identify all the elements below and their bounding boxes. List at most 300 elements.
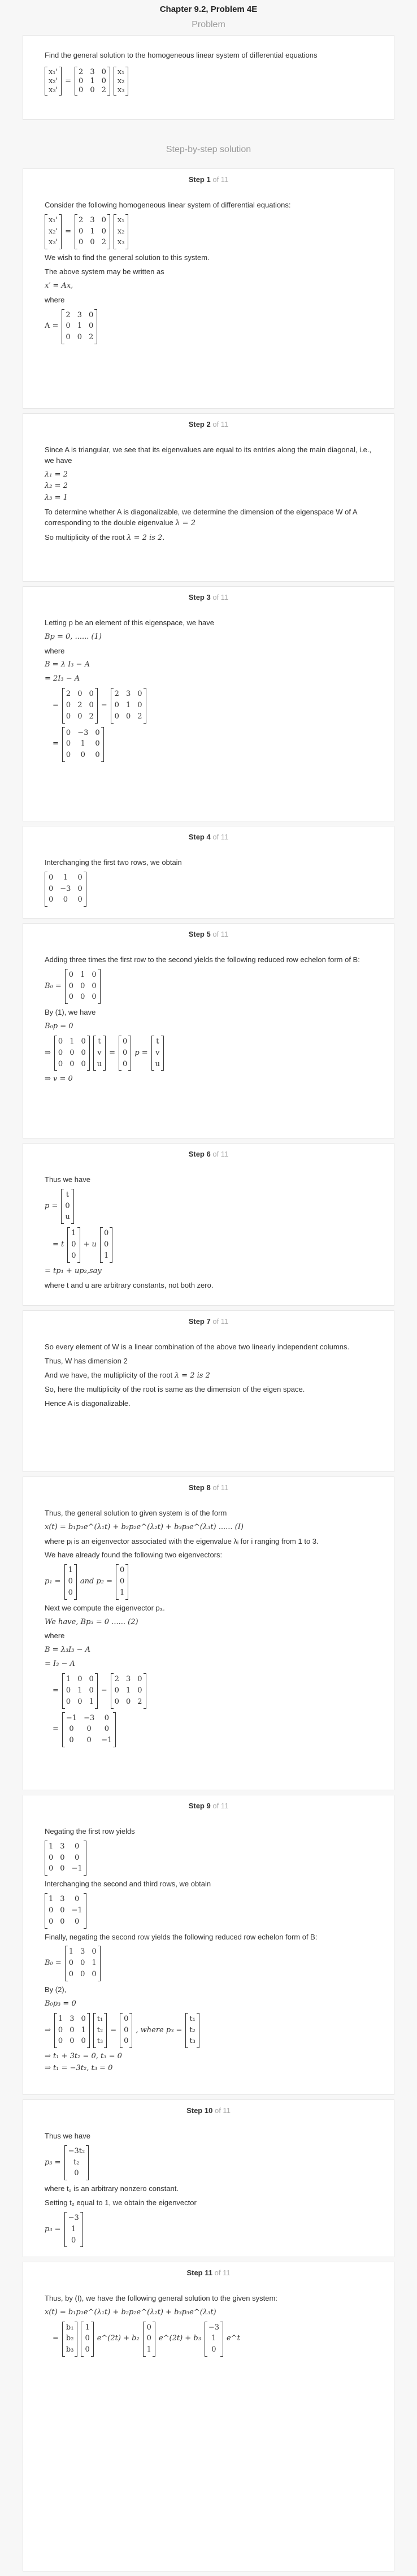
matrix-entry: 2 [66, 310, 71, 319]
matrix-entry: 0 [92, 1947, 97, 1956]
matrix-entry: 0 [74, 2169, 79, 2178]
matrix-entry: 2 [137, 1697, 142, 1706]
matrix-x [114, 214, 129, 250]
vector-e3 [100, 1227, 112, 1263]
step-text: Consider the following homogeneous linear system of differential equations: [45, 200, 291, 209]
matrix-entry: x₂ [117, 227, 125, 236]
matrix-xprime [45, 67, 62, 96]
matrix-entry: 0 [58, 1048, 63, 1057]
matrix-entry: 0 [77, 1697, 82, 1706]
matrix-entry: 0 [68, 1577, 73, 1586]
matrix-entry: 0 [69, 1725, 74, 1734]
matrix-entry: 0 [103, 1240, 109, 1249]
b-computation-2: = 1 0 0 0 1 0 0 0 1 − 2 3 0 0 1 0 0 0 2 [53, 1673, 372, 1709]
step-header: Step 6 of 11 [188, 1150, 229, 1158]
matrix-a [111, 1673, 146, 1709]
matrix-entry: 0 [80, 751, 85, 760]
step-header: Step 2 of 11 [188, 420, 229, 428]
matrix-entry: 0 [114, 1697, 119, 1706]
matrix-entry: 0 [66, 1686, 71, 1695]
matrix-entry: 3 [90, 215, 95, 224]
matrix-entry: 0 [92, 993, 97, 1002]
vector-p3 [205, 2322, 223, 2357]
matrix-entry: t [156, 1037, 159, 1046]
matrix-entry: x₁ [117, 68, 125, 76]
p-vector: p = t 0 u [45, 1189, 372, 1224]
step-text: So multiplicity of the root λ = 2 is 2. [45, 532, 165, 542]
step-text: Interchanging the first two rows, we obtain [45, 858, 182, 867]
step-header: Step 1 of 11 [188, 175, 229, 184]
matrix-a [75, 67, 110, 96]
matrix-entry: 3 [90, 68, 95, 76]
step-text: Thus, by (I), we have the following general solution to the given system: [45, 2293, 277, 2302]
matrix-entry: 0 [77, 895, 82, 904]
matrix-entry: 1 [90, 227, 95, 236]
matrix-entry: 0 [70, 1059, 75, 1068]
matrix-entry: −1 [71, 1864, 82, 1873]
step-header: Step 10 of 11 [186, 2106, 231, 2115]
math-label: A = [45, 322, 59, 331]
vector-p2 [143, 2322, 155, 2357]
matrix-entry: x₂' [49, 77, 58, 85]
matrix-entry: 2 [137, 712, 142, 721]
matrix-swapped [45, 872, 86, 907]
matrix-a [111, 688, 146, 724]
step-11 [23, 2262, 394, 2571]
matrix-entry: −3t₂ [68, 2146, 85, 2155]
math-line: We have, Bp₃ = 0 ...... (2) [45, 1617, 138, 1626]
step-text: We wish to find the general solution to this system. [45, 253, 210, 262]
rref-b0: B₀ = 0 1 0 0 0 0 0 0 0 [45, 969, 372, 1005]
matrix-entry: 1 [49, 1842, 54, 1851]
step-text: So every element of W is a linear combination of the above two linearly independent columns. [45, 1342, 350, 1351]
matrix-entry: 0 [89, 700, 94, 709]
step-text: where [45, 295, 65, 304]
step-text: where pᵢ is an eigenvector associated with the eigenvalue λᵢ for i ranging from 1 to 3. [45, 1536, 319, 1545]
matrix-entry: 0 [49, 1917, 54, 1926]
vector-t [185, 2013, 199, 2049]
matrix-entry: u [65, 1213, 70, 1222]
matrix-entry: 2 [79, 68, 84, 76]
step-text: Negating the first row yields [45, 1826, 135, 1835]
matrix-entry: 1 [70, 1037, 75, 1046]
matrix-entry: 0 [81, 1037, 86, 1046]
matrix-entry: 0 [123, 1048, 128, 1057]
step-text: Finally, negating the second row yields the following reduced row echelon form of B: [45, 1932, 318, 1941]
matrix-entry: 3 [125, 1674, 131, 1683]
matrix-entry: 1 [146, 2345, 151, 2354]
step-text: Setting t₂ equal to 1, we obtain the eigenvector [45, 2198, 197, 2207]
matrix-entry: 0 [71, 1251, 76, 1260]
matrix-entry: x₃' [49, 86, 58, 94]
matrix-entry: 0 [95, 751, 100, 760]
matrix-entry: 0 [66, 1697, 71, 1706]
step-text: Next we compute the eigenvector p₃. [45, 1603, 165, 1612]
matrix-entry: 0 [146, 2323, 151, 2332]
swapped-matrix-2 [45, 1893, 372, 1929]
matrix-entry: 0 [75, 1853, 80, 1862]
matrix-entry: 0 [146, 2334, 151, 2343]
matrix-entry: t₂ [189, 2025, 196, 2034]
matrix-entry: 1 [68, 1947, 74, 1956]
step-text: To determine whether A is diagonalizable, we determine the dimension of the eigenspace W of A corresponding to the double eigenvalue λ = 2 [45, 508, 357, 527]
matrix-entry: 0 [101, 68, 106, 76]
step-3 [23, 586, 394, 821]
matrix-entry: 0 [65, 1201, 70, 1210]
matrix-entry: −3 [84, 1713, 95, 1722]
matrix-b0 [54, 1036, 90, 1071]
matrix-entry: −1 [71, 1906, 82, 1915]
matrix-x [114, 67, 129, 96]
matrix-entry: 0 [114, 1686, 119, 1695]
matrix-entry: 2 [114, 1674, 119, 1683]
matrix-entry: 1 [49, 1895, 54, 1904]
matrix-entry: v [155, 1048, 160, 1057]
matrix-entry: 0 [123, 1037, 128, 1046]
matrix-entry: 0 [49, 1906, 54, 1915]
matrix-2i [62, 688, 98, 724]
math-line: B₀p = 0 [45, 1022, 73, 1031]
matrix-identity [62, 1673, 98, 1709]
math-line: B = λ₃I₃ − A [45, 1646, 91, 1655]
matrix-entry: 0 [49, 1864, 54, 1873]
matrix-entry: 0 [77, 712, 82, 721]
matrix-entry: x₃' [49, 238, 58, 247]
vector-zero [119, 1036, 131, 1071]
step-2 [23, 413, 394, 582]
p3-general: p₃ = −3t₂ t₂ 0 [45, 2145, 372, 2181]
matrix-entry: 0 [81, 2014, 86, 2023]
matrix-entry: 1 [90, 77, 95, 85]
matrix-entry: 0 [81, 1059, 86, 1068]
matrix-b0 [65, 1946, 101, 1981]
matrix-entry: 0 [66, 333, 71, 342]
matrix-entry: 1 [71, 2224, 76, 2233]
matrix-entry: 0 [69, 1736, 74, 1745]
matrix-entry: x₁ [117, 215, 125, 224]
vector-tvu [151, 1036, 164, 1071]
matrix-entry: t₁ [189, 2014, 196, 2023]
math-line: ⇒ t₁ + 3t₂ = 0, t₃ = 0 [45, 2052, 122, 2061]
step-7 [23, 1310, 394, 1472]
matrix-entry: 0 [60, 1864, 65, 1873]
matrix-entry: 3 [70, 2014, 75, 2023]
matrix-entry: 0 [123, 1059, 128, 1068]
matrix-entry: 0 [77, 884, 82, 893]
matrix-xprime [45, 214, 62, 250]
matrix-entry: b₃ [66, 2345, 74, 2354]
matrix-entry: 0 [124, 2025, 129, 2034]
math-line: λ₁ = 2 [45, 470, 68, 479]
matrix-entry: 2 [77, 700, 82, 709]
math-line: ⇒ t₁ = −3t₂, t₃ = 0 [45, 2064, 113, 2073]
matrix-entry: 0 [68, 993, 74, 1002]
step-text: Letting p be an element of this eigenspace, we have [45, 618, 214, 627]
matrix-entry: 0 [86, 1725, 92, 1734]
matrix-entry: 1 [125, 700, 131, 709]
vector-zero [120, 2013, 132, 2049]
step-text: where [45, 646, 65, 655]
math-line: B₀p₃ = 0 [45, 1999, 76, 2008]
matrix-entry: 0 [79, 77, 84, 85]
step-text: Thus, W has dimension 2 [45, 1356, 128, 1365]
matrix-entry: 0 [79, 238, 84, 247]
step-text: Thus, the general solution to given system is of the form [45, 1508, 227, 1517]
matrix-entry: v [97, 1048, 102, 1057]
matrix-b0 [54, 2013, 90, 2049]
matrix-entry: 1 [89, 1697, 94, 1706]
matrix-entry: 2 [89, 712, 94, 721]
step-text: Thus we have [45, 1175, 90, 1184]
matrix-entry: 0 [77, 1674, 82, 1683]
matrix-entry: 0 [119, 1566, 125, 1575]
matrix-entry: x₁' [49, 215, 58, 224]
matrix-entry: 0 [80, 1959, 85, 1968]
vector-b [62, 2322, 78, 2357]
matrix-entry: 0 [80, 993, 85, 1002]
matrix-entry: 2 [114, 690, 119, 699]
matrix-entry: 0 [60, 1906, 65, 1915]
step-text: Since A is triangular, we see that its eigenvalues are equal to its entries along the main diagonal, i.e., we have [45, 445, 372, 465]
matrix-entry: t₁ [97, 2014, 103, 2023]
matrix-entry: 0 [60, 1853, 65, 1862]
matrix-entry: 0 [137, 1674, 142, 1683]
matrix-entry: b₂ [66, 2334, 74, 2343]
matrix-entry: 0 [49, 1853, 54, 1862]
matrix-entry: x₁' [49, 68, 58, 76]
math-line: x′ = Ax, [45, 281, 73, 290]
matrix-entry: 0 [101, 227, 106, 236]
matrix-entry: x₃ [117, 238, 125, 247]
matrix-entry: 0 [119, 1577, 125, 1586]
matrix-entry: 0 [79, 227, 84, 236]
matrix-entry: 0 [101, 77, 106, 85]
matrix-entry: 0 [85, 2334, 90, 2343]
matrix-entry: 0 [70, 2037, 75, 2046]
matrix-entry: −3 [68, 2213, 79, 2222]
step-10 [23, 2099, 394, 2257]
matrix-entry: 0 [124, 2014, 129, 2023]
step-text: where [45, 1631, 65, 1640]
matrix-negated [45, 1841, 86, 1876]
step-text: And we have, the multiplicity of the root λ = 2 is 2 [45, 1370, 210, 1380]
matrix-entry: 0 [68, 981, 74, 990]
negated-matrix [45, 1841, 372, 1876]
matrix-entry: 0 [80, 1970, 85, 1979]
matrix-entry: 0 [81, 1048, 86, 1057]
matrix-entry: −3 [208, 2323, 220, 2332]
matrix-entry: 0 [137, 700, 142, 709]
step-text: where t₂ is an arbitrary nonzero constant. [45, 2184, 179, 2193]
matrix-entry: 0 [66, 728, 71, 737]
matrix-entry: 0 [77, 873, 82, 882]
matrix-entry: 0 [137, 690, 142, 699]
step-header: Step 9 of 11 [188, 1802, 229, 1810]
step-header: Step 4 of 11 [188, 833, 229, 841]
matrix-entry: 0 [124, 2037, 129, 2046]
step-header: Step 5 of 11 [188, 930, 229, 938]
step-9 [23, 1795, 394, 2095]
matrix-entry: −1 [66, 1713, 77, 1722]
matrix-entry: 0 [104, 1713, 109, 1722]
b-computation: = 2 0 0 0 2 0 0 0 2 − 2 3 0 0 1 0 0 0 2 [53, 688, 372, 724]
matrix-entry: 0 [71, 2236, 76, 2245]
step-text: By (1), we have [45, 1008, 96, 1017]
matrix-entry: 1 [85, 2323, 90, 2332]
matrix-entry: 1 [92, 1959, 97, 1968]
matrix-entry: 0 [63, 895, 68, 904]
matrix-entry: 3 [80, 1947, 85, 1956]
matrix-entry: 3 [60, 1895, 65, 1904]
matrix-entry: −3 [60, 884, 71, 893]
math-line: = I₃ − A [45, 1660, 75, 1669]
matrix-entry: x₂' [49, 227, 58, 236]
eigenvectors-p1-p2: p₁ = 1 0 0 and p₂ = 0 0 1 [45, 1564, 372, 1600]
vector-e1 [67, 1227, 80, 1263]
matrix-entry: 1 [71, 1229, 76, 1238]
matrix-entry: 1 [66, 1674, 71, 1683]
step-header: Step 8 of 11 [188, 1483, 229, 1492]
math-line: ⇒ v = 0 [45, 1075, 73, 1084]
matrix-entry: 0 [90, 86, 95, 94]
matrix-entry: 2 [88, 333, 94, 342]
b0p-equation: ⇒ 0 1 0 0 0 0 0 0 0 t v u = 0 0 0 p = t v u [45, 1036, 372, 1071]
matrix-entry: 0 [88, 310, 94, 319]
matrix-entry: 0 [77, 333, 82, 342]
matrix-entry: 0 [104, 1725, 109, 1734]
matrix-entry: 0 [81, 2037, 86, 2046]
matrix-entry: 1 [68, 1566, 73, 1575]
matrix-entry: t₂ [73, 2158, 80, 2167]
step-text: where t and u are arbitrary constants, not both zero. [45, 1280, 214, 1289]
matrix-entry: 0 [114, 700, 119, 709]
matrix-entry: t [66, 1190, 70, 1199]
matrix-entry: 0 [58, 2037, 63, 2046]
matrix-entry: 0 [58, 1059, 63, 1068]
matrix-entry: 1 [77, 1686, 82, 1695]
matrix-entry: 0 [66, 322, 71, 331]
matrix-entry: 0 [49, 884, 54, 893]
math-line: B = λ I₃ − A [45, 660, 90, 669]
matrix-entry: 0 [75, 1917, 80, 1926]
matrix-entry: 0 [75, 1842, 80, 1851]
b0p3-equation: ⇒ 1 3 0 0 0 1 0 0 0 t₁ t₂ t₃ = 0 0 0 , where p₃ = t₁ t₂ t₃ [45, 2013, 372, 2049]
step-text: Hence A is diagonalizable. [45, 1399, 131, 1408]
matrix-entry: b₁ [66, 2323, 74, 2332]
matrix-entry: x₃ [117, 86, 125, 94]
matrix-entry: 0 [88, 322, 94, 331]
matrix-entry: 0 [95, 739, 100, 748]
step-header: Step 11 of 11 [186, 2268, 231, 2277]
matrix-entry: 0 [86, 1736, 92, 1745]
matrix-entry: 2 [101, 86, 106, 94]
system-equation [45, 214, 372, 250]
matrix-entry: 1 [119, 1588, 125, 1597]
matrix-entry: x₂ [117, 77, 125, 85]
problem-text: Find the general solution to the homogeneous linear system of differential equations [45, 51, 318, 59]
step-text: Interchanging the second and third rows, we obtain [45, 1880, 211, 1889]
matrix-entry: 1 [80, 970, 85, 979]
vector-tvu [93, 1036, 106, 1071]
step-text: By (2), [45, 1985, 67, 1994]
matrix-b0 [65, 969, 101, 1005]
problem-box [23, 35, 394, 120]
matrix-entry: 0 [89, 690, 94, 699]
matrix-a [62, 309, 97, 345]
matrix-entry: 0 [58, 2025, 63, 2034]
matrix-entry: 0 [70, 1048, 75, 1057]
matrix-entry: 0 [68, 970, 74, 979]
matrix-entry: 0 [92, 970, 97, 979]
step-text: So, here the multiplicity of the root is same as the dimension of the eigen space. [45, 1385, 305, 1394]
matrix-entry: 0 [68, 1970, 74, 1979]
step-header: Step 7 of 11 [188, 1317, 229, 1326]
math-line: = tp₁ + up₂,say [45, 1266, 102, 1275]
matrix-entry: t₃ [97, 2037, 103, 2046]
p-decomposition: = t 1 0 0 + u 0 0 1 [53, 1227, 372, 1263]
matrix-entry: 0 [125, 1697, 131, 1706]
matrix-entry: 0 [70, 2025, 75, 2034]
matrix-entry: 2 [66, 690, 71, 699]
matrix-entry: 1 [81, 2025, 86, 2034]
matrix-entry: 0 [49, 895, 54, 904]
step-text: Thus we have [45, 2131, 90, 2140]
math-line: = 2I₃ − A [45, 674, 80, 683]
matrix-entry: 0 [114, 712, 119, 721]
matrix-entry: 0 [90, 238, 95, 247]
math-line: λ₃ = 1 [45, 493, 68, 503]
matrix-entry: 0 [95, 728, 100, 737]
equals-sign: = [65, 227, 72, 236]
math-line: Bp = 0, ...... (1) [45, 632, 102, 641]
matrix-entry: 0 [77, 690, 82, 699]
matrix-entry: 2 [79, 215, 84, 224]
math-line: x(t) = b₁p₁e^(λ₁t) + b₂p₂e^(λ₂t) + b₃p₃e^(λ₃t) ...... (I) [45, 1522, 244, 1531]
matrix-entry: 0 [125, 712, 131, 721]
matrix-entry: 3 [60, 1842, 65, 1851]
matrix-entry: 0 [75, 1895, 80, 1904]
step-header: Step 3 of 11 [188, 593, 229, 601]
step-6 [23, 1143, 394, 1306]
step-1 [23, 168, 394, 409]
general-solution: = b₁ b₂ b₃ 1 0 0 e^(2t) + b₂ 0 0 1 e^(2t) + b₃ −3 1 0 e^t [53, 2322, 372, 2357]
matrix-entry: u [97, 1059, 102, 1068]
matrix-entry: 0 [103, 1229, 109, 1238]
matrix-entry: t [98, 1037, 101, 1046]
matrix-entry: 0 [49, 873, 54, 882]
matrix-entry: 0 [71, 1240, 76, 1249]
page-title: Chapter 9.2, Problem 4E [159, 5, 258, 14]
matrix-entry: 1 [63, 873, 68, 882]
matrix-entry: 0 [89, 1674, 94, 1683]
matrix-entry: t₂ [97, 2025, 103, 2034]
matrix-entry: 0 [58, 1037, 63, 1046]
matrix-entry: 0 [79, 86, 84, 94]
p3-value: p₃ = −3 1 0 [45, 2212, 372, 2248]
matrix-entry: 0 [85, 2345, 90, 2354]
matrix-entry: 0 [60, 1917, 65, 1926]
problem-equation [45, 67, 372, 96]
vector-p1 [81, 2322, 93, 2357]
matrix-entry: 0 [92, 981, 97, 990]
matrix-entry: 0 [66, 739, 71, 748]
matrix-entry: 0 [101, 215, 106, 224]
step-text: Adding three times the first row to the second yields the following reduced row echelon form of B: [45, 955, 360, 964]
matrix-entry: t₃ [189, 2037, 196, 2046]
vector-p3 [64, 2145, 89, 2181]
matrix-entry: −1 [101, 1736, 112, 1745]
math-line: x(t) = b₁p₁e^(λ₁t) + b₂p₂e^(λ₂t) + b₃p₃e^(λ₃t) [45, 2307, 216, 2317]
